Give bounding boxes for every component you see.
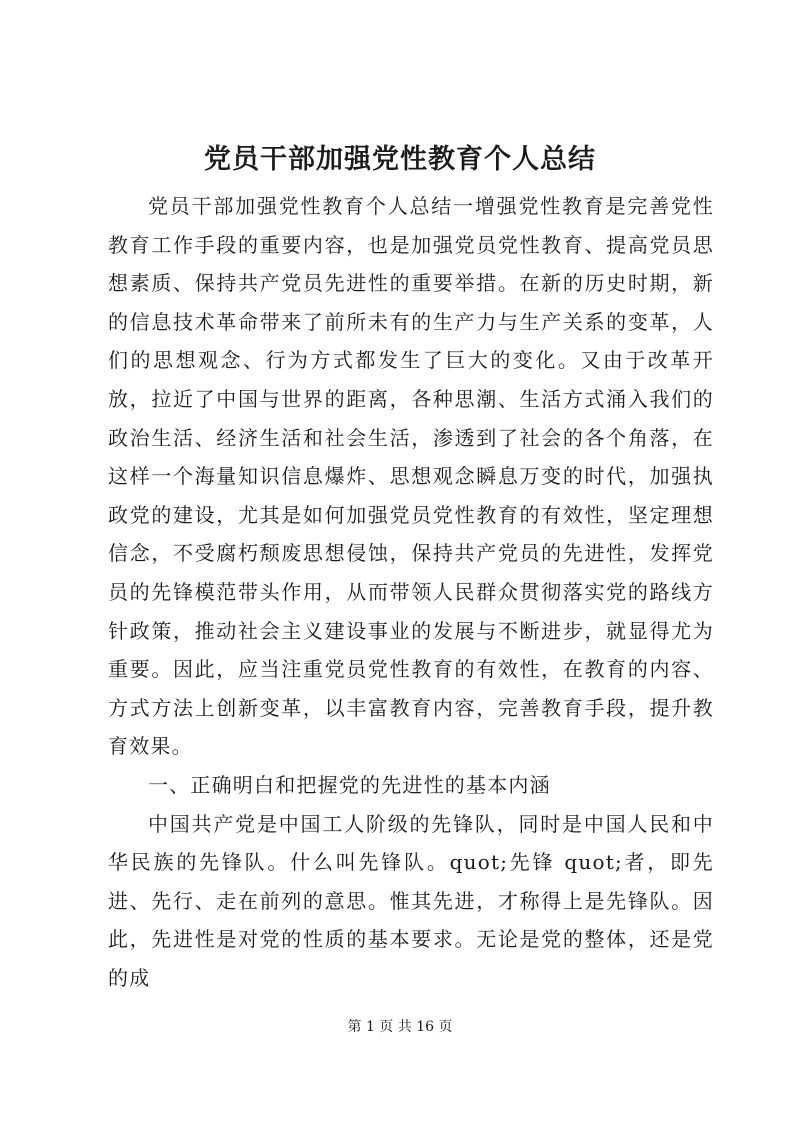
paragraph-section-one: 中国共产党是中国工人阶级的先锋队，同时是中国人民和中华民族的先锋队。什么叫先锋队。quot;先锋 quot;者，即先进、先行、走在前列的意思。惟其先进，才称得上是先锋队。因此，先进性是对党的性质的基本要求。无论是党的整体，还是党的成 bbox=[108, 811, 714, 990]
document-title: 党员干部加强党性教育个人总结 bbox=[204, 144, 596, 175]
section-heading: 一、正确明白和把握党的先进性的基本内涵 bbox=[148, 772, 551, 797]
page-footer: 第 1 页 共 16 页 bbox=[347, 1019, 453, 1035]
document-body bbox=[108, 187, 714, 997]
paragraph-intro: 党员干部加强党性教育个人总结一增强党性教育是完善党性教育工作手段的重要内容，也是加强党员党性教育、提高党员思想素质、保持共产党员先进性的重要举措。在新的历史时期，新的信息技术革命带来了前所未有的生产力与生产关系的变革，人们的思想观念、行为方式都发生了巨大的变化。又由于改革开放，拉近了中国与世界的距离，各种思潮、生活方式涌入我们的政治生活、经济生活和社会生活，渗透到了社会的各个角落，在这样一个海量知识信息爆炸、思想观念瞬息万变的时代，加强执政党的建设，尤其是如何加强党员党性教育的有效性，坚定理想信念，不受腐朽颓废思想侵蚀，保持共产党员的先进性，发挥党员的先锋模范带头作用，从而带领人民群众贯彻落实党的路线方针政策，推动社会主义建设事业的发展与不断进步，就显得尤为重要。因此，应当注重党员党性教育的有效性，在教育的内容、方式方法上创新变革，以丰富教育内容，完善教育手段，提升教育效果。 bbox=[108, 194, 714, 759]
